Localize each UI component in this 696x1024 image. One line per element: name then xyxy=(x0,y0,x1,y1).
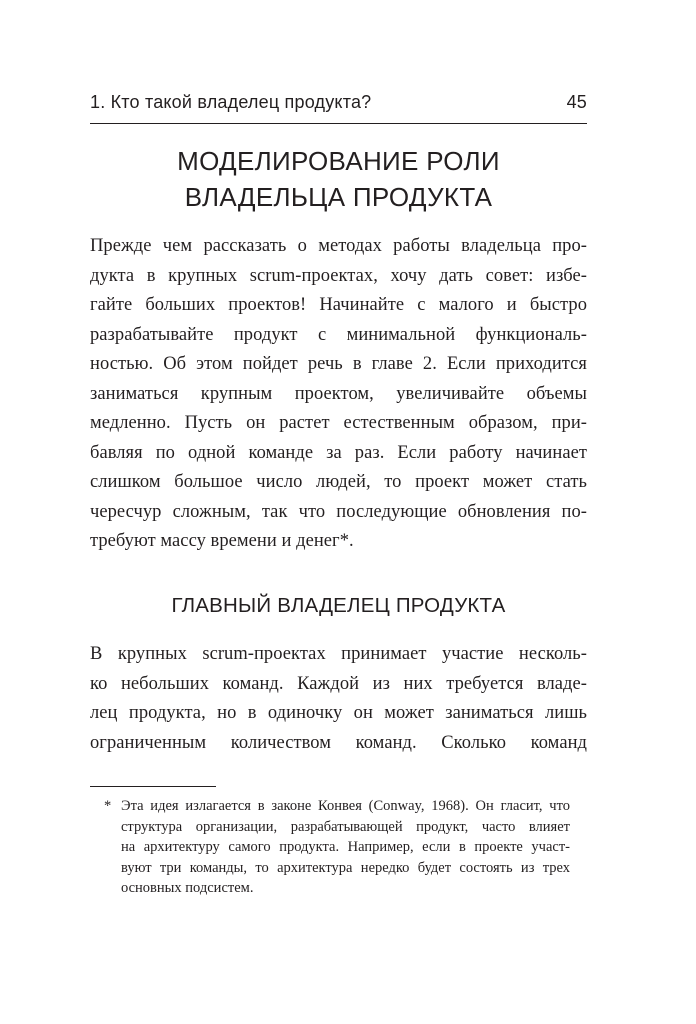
text-line: заниматься крупным проектом, увеличивайте объемы xyxy=(90,383,587,404)
chapter-title: 1. Кто такой владелец продукта? xyxy=(90,92,372,112)
text-line: разрабатывайте продукт с минимальной функциональ- xyxy=(90,324,587,345)
section-heading-line: ВЛАДЕЛЬЦА ПРОДУКТА xyxy=(184,182,493,212)
footnote-line: Эта идея излагается в законе Конвея (Conway, 1968). Он гласит, что xyxy=(121,798,570,814)
footnote-line: на архитектуру самого продукта. Например, если в проекте участ- xyxy=(121,839,570,855)
text-line: ограниченным количеством команд. Сколько команд xyxy=(90,732,587,753)
text-line: слишком большое число людей, то проект может стать xyxy=(90,472,587,492)
section-heading-line: МОДЕЛИРОВАНИЕ РОЛИ xyxy=(177,146,500,176)
section-heading xyxy=(90,143,587,215)
text-line: чересчур сложным, так что последующие обновления по- xyxy=(90,501,587,522)
footnote-divider xyxy=(90,786,216,787)
body-paragraph-1 xyxy=(90,232,587,557)
footnote-line: вуют три команды, то архитектура нередко будет состоять из трех xyxy=(121,859,570,876)
text-line: дукта в крупных scrum-проектах, хочу дать совет: избе- xyxy=(90,265,587,286)
text-line: медленно. Пусть он растет естественным образом, при- xyxy=(90,413,587,433)
footnote-line: структура организации, разрабатывающей продукт, часто влияет xyxy=(121,818,570,835)
text-line: Прежде чем рассказать о методах работы владельца про- xyxy=(90,236,587,256)
text-line: В крупных scrum-проектах принимает участие несколь- xyxy=(90,644,587,664)
body-paragraph-2 xyxy=(90,640,587,758)
page-number: 45 xyxy=(566,92,587,112)
footnote-marker: * xyxy=(104,798,112,814)
text-line: гайте больших проектов! Начинайте с малого и быстро xyxy=(90,295,587,315)
footnote-line: основных подсистем. xyxy=(121,880,254,896)
header-divider xyxy=(90,123,587,124)
text-line: ностью. Об этом пойдет речь в главе 2. Если приходится xyxy=(90,354,587,374)
subheading: ГЛАВНЫЙ ВЛАДЕЛЕЦ ПРОДУКТА xyxy=(171,594,506,617)
footnote-text xyxy=(121,796,570,899)
text-line: требуют массу времени и денег*. xyxy=(90,531,354,551)
text-line: лец продукта, но в одиночку он может заниматься лишь xyxy=(90,703,587,723)
text-line: бавляя по одной команде за раз. Если работу начинает xyxy=(90,442,587,463)
text-line: ко небольших команд. Каждой из них требуется владе- xyxy=(90,673,587,694)
